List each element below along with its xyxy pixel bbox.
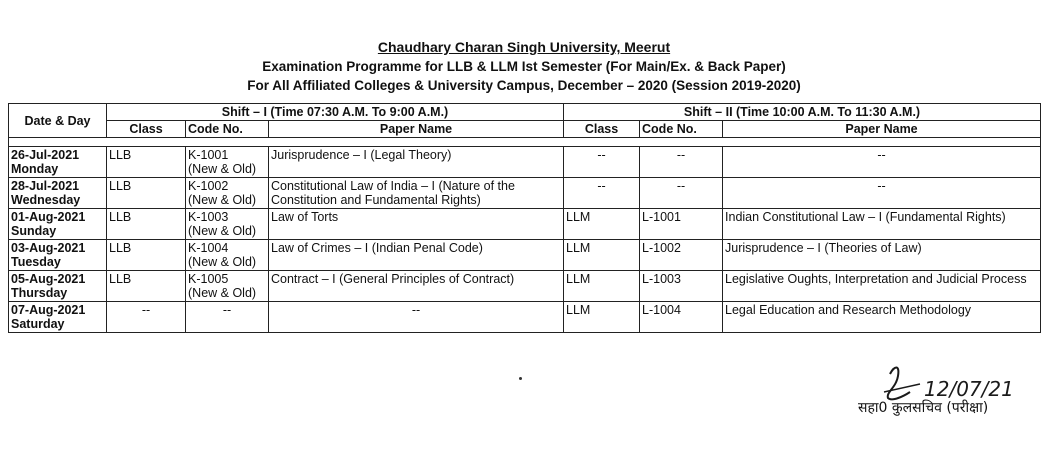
code-text: K-1003 xyxy=(188,210,229,224)
code-note: (New & Old) xyxy=(188,286,257,300)
s1-code-cell: -- xyxy=(186,302,269,333)
date-day-header: Date & Day xyxy=(9,104,107,138)
s2-class-cell: -- xyxy=(564,147,640,178)
shift1-header: Shift – I (Time 07:30 A.M. To 9:00 A.M.) xyxy=(107,104,564,121)
signatory-designation: सहा0 कुलसचिव (परीक्षा) xyxy=(858,400,989,416)
s1-paper-cell: Law of Crimes – I (Indian Penal Code) xyxy=(269,240,564,271)
university-title: Chaudhary Charan Singh University, Meerut xyxy=(377,39,671,55)
s2-code-header: Code No. xyxy=(640,121,723,138)
date-text: 05-Aug-2021 xyxy=(11,272,86,286)
s2-paper-cell: Legislative Oughts, Interpretation and Judicial Process xyxy=(723,271,1041,302)
date-cell xyxy=(9,147,107,178)
s1-class-cell: LLB xyxy=(107,209,186,240)
code-note: (New & Old) xyxy=(188,193,257,207)
s2-code-cell: L-1004 xyxy=(640,302,723,333)
s1-paper-cell: -- xyxy=(269,302,564,333)
programme-title: Examination Programme for LLB & LLM Ist Semester (For Main/Ex. & Back Paper) xyxy=(262,59,786,74)
date-cell xyxy=(9,271,107,302)
s2-class-cell: LLM xyxy=(564,271,640,302)
document-header xyxy=(0,38,1048,95)
s1-class-header: Class xyxy=(107,121,186,138)
s2-code-cell: L-1001 xyxy=(640,209,723,240)
s1-code-cell xyxy=(186,178,269,209)
exam-schedule-table xyxy=(8,103,1041,333)
s1-class-cell: LLB xyxy=(107,178,186,209)
date-cell xyxy=(9,178,107,209)
code-text: K-1004 xyxy=(188,241,229,255)
s1-paper-header: Paper Name xyxy=(269,121,564,138)
scope-title: For All Affiliated Colleges & University Campus, December – 2020 (Session 2019-2020) xyxy=(247,78,801,93)
date-text: 26-Jul-2021 xyxy=(11,148,80,162)
code-text: K-1002 xyxy=(188,179,229,193)
s1-class-cell: LLB xyxy=(107,147,186,178)
day-text: Monday xyxy=(11,162,59,176)
date-text: 28-Jul-2021 xyxy=(11,179,80,193)
s1-code-cell xyxy=(186,271,269,302)
date-cell xyxy=(9,302,107,333)
s1-paper-cell: Law of Torts xyxy=(269,209,564,240)
date-text: 01-Aug-2021 xyxy=(11,210,86,224)
table-row xyxy=(9,147,1041,178)
s2-class-header: Class xyxy=(564,121,640,138)
s1-paper-cell: Jurisprudence – I (Legal Theory) xyxy=(269,147,564,178)
date-text: 07-Aug-2021 xyxy=(11,303,86,317)
code-note: (New & Old) xyxy=(188,224,257,238)
table-row xyxy=(9,271,1041,302)
s2-code-cell: L-1002 xyxy=(640,240,723,271)
ink-speck xyxy=(519,377,522,380)
code-note: (New & Old) xyxy=(188,255,257,269)
s1-code-cell xyxy=(186,147,269,178)
date-text: 03-Aug-2021 xyxy=(11,241,86,255)
signature-date: 12/07/21 xyxy=(924,377,1014,401)
s2-class-cell: -- xyxy=(564,178,640,209)
s1-paper-cell: Contract – I (General Principles of Contract) xyxy=(269,271,564,302)
day-text: Thursday xyxy=(11,286,68,300)
code-text: K-1001 xyxy=(188,148,229,162)
day-text: Saturday xyxy=(11,317,65,331)
day-text: Wednesday xyxy=(11,193,81,207)
table-row xyxy=(9,240,1041,271)
s2-code-cell: L-1003 xyxy=(640,271,723,302)
s2-class-cell: LLM xyxy=(564,240,640,271)
s2-paper-cell: Jurisprudence – I (Theories of Law) xyxy=(723,240,1041,271)
table-row xyxy=(9,209,1041,240)
date-cell xyxy=(9,209,107,240)
s2-paper-header: Paper Name xyxy=(723,121,1041,138)
s1-code-cell xyxy=(186,240,269,271)
day-text: Tuesday xyxy=(11,255,61,269)
s2-class-cell: LLM xyxy=(564,302,640,333)
s2-paper-cell: -- xyxy=(723,147,1041,178)
s2-paper-cell: Indian Constitutional Law – I (Fundamental Rights) xyxy=(723,209,1041,240)
header-row-1 xyxy=(9,104,1041,121)
s2-code-cell: -- xyxy=(640,178,723,209)
s1-code-cell xyxy=(186,209,269,240)
s1-class-cell: LLB xyxy=(107,271,186,302)
header-row-2 xyxy=(9,121,1041,138)
table-row xyxy=(9,178,1041,209)
shift2-header: Shift – II (Time 10:00 A.M. To 11:30 A.M.) xyxy=(564,104,1041,121)
s2-paper-cell: -- xyxy=(723,178,1041,209)
s1-paper-cell: Constitutional Law of India – I (Nature of the Constitution and Fundamental Rights) xyxy=(269,178,564,209)
s1-code-header: Code No. xyxy=(186,121,269,138)
table-row xyxy=(9,302,1041,333)
s2-class-cell: LLM xyxy=(564,209,640,240)
s1-class-cell: LLB xyxy=(107,240,186,271)
s2-paper-cell: Legal Education and Research Methodology xyxy=(723,302,1041,333)
s2-code-cell: -- xyxy=(640,147,723,178)
day-text: Sunday xyxy=(11,224,57,238)
code-text: K-1005 xyxy=(188,272,229,286)
code-note: (New & Old) xyxy=(188,162,257,176)
date-cell xyxy=(9,240,107,271)
s1-class-cell: -- xyxy=(107,302,186,333)
